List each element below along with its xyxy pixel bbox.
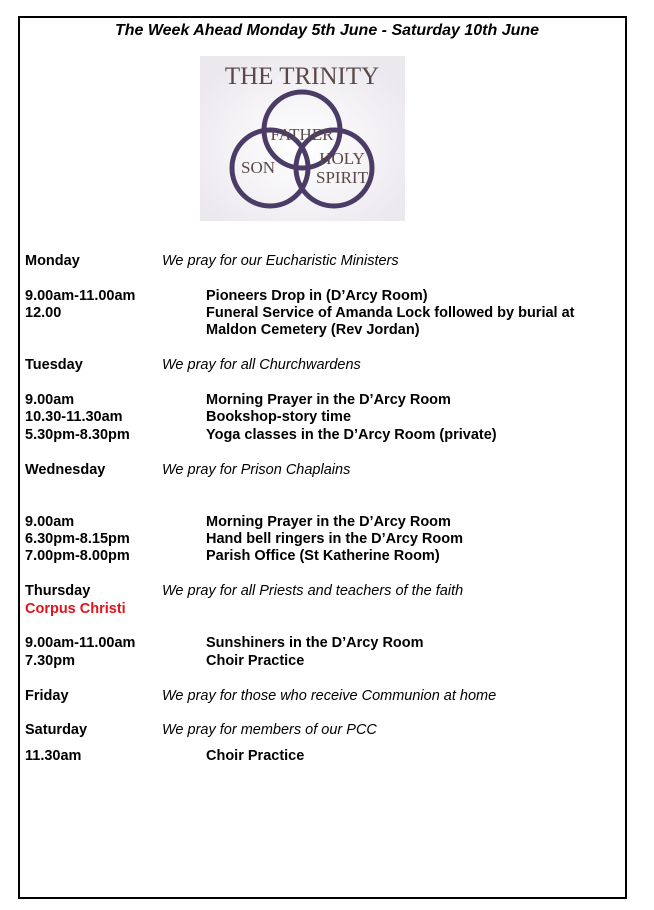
day-prayer-friday: We pray for those who receive Communion at home — [162, 688, 497, 704]
day-name-friday: Friday — [25, 688, 69, 704]
page-title: The Week Ahead Monday 5th June - Saturday 10th June — [114, 22, 540, 39]
event-time: 7.30pm — [25, 653, 75, 669]
day-name-tuesday: Tuesday — [25, 357, 83, 373]
feast-day-label: Corpus Christi — [25, 601, 126, 617]
event-desc: Hand bell ringers in the D’Arcy Room — [206, 531, 464, 547]
event-desc: Parish Office (St Katherine Room) — [206, 548, 440, 564]
day-prayer-monday: We pray for our Eucharistic Ministers — [162, 253, 399, 269]
logo-heading: THE TRINITY — [224, 63, 380, 90]
event-desc: Morning Prayer in the D’Arcy Room — [206, 514, 451, 530]
trinity-logo — [200, 56, 405, 221]
event-desc: Choir Practice — [206, 748, 305, 764]
event-time: 9.00am — [25, 392, 75, 408]
event-time: 11.30am — [25, 748, 82, 764]
event-desc: Yoga classes in the D’Arcy Room (private) — [206, 427, 497, 443]
event-desc: Pioneers Drop in (D’Arcy Room) — [206, 288, 428, 304]
event-desc: Choir Practice — [206, 653, 305, 669]
day-prayer-saturday: We pray for members of our PCC — [162, 722, 377, 738]
trinity-logo-image — [200, 56, 405, 221]
event-time: 5.30pm-8.30pm — [25, 427, 130, 443]
event-desc: Sunshiners in the D’Arcy Room — [206, 635, 424, 651]
day-name-thursday: Thursday — [25, 583, 91, 599]
event-time: 9.00am-11.00am — [25, 288, 136, 304]
logo-word-son: SON — [240, 158, 276, 177]
event-desc: Funeral Service of Amanda Lock followed by burial at Maldon Cemetery (Rev Jordan) — [206, 305, 575, 338]
logo-word-holy: HOLY — [319, 149, 365, 168]
event-time: 9.00am-11.00am — [25, 635, 136, 651]
day-name-wednesday: Wednesday — [25, 462, 106, 478]
logo-word-spirit: SPIRIT — [316, 168, 368, 187]
event-desc: Morning Prayer in the D’Arcy Room — [206, 392, 451, 408]
day-name-monday: Monday — [25, 253, 80, 269]
day-name-saturday: Saturday — [25, 722, 88, 738]
day-prayer-tuesday: We pray for all Churchwardens — [162, 357, 361, 373]
logo-word-father: FATHER — [270, 125, 334, 144]
event-time: 6.30pm-8.15pm — [25, 531, 130, 547]
event-time: 7.00pm-8.00pm — [25, 548, 130, 564]
event-desc: Bookshop-story time — [206, 409, 352, 425]
event-time: 9.00am — [25, 514, 75, 530]
event-time: 10.30-11.30am — [25, 409, 123, 425]
event-time: 12.00 — [25, 305, 62, 321]
day-prayer-wednesday: We pray for Prison Chaplains — [162, 462, 351, 478]
day-prayer-thursday: We pray for all Priests and teachers of the faith — [162, 583, 464, 599]
